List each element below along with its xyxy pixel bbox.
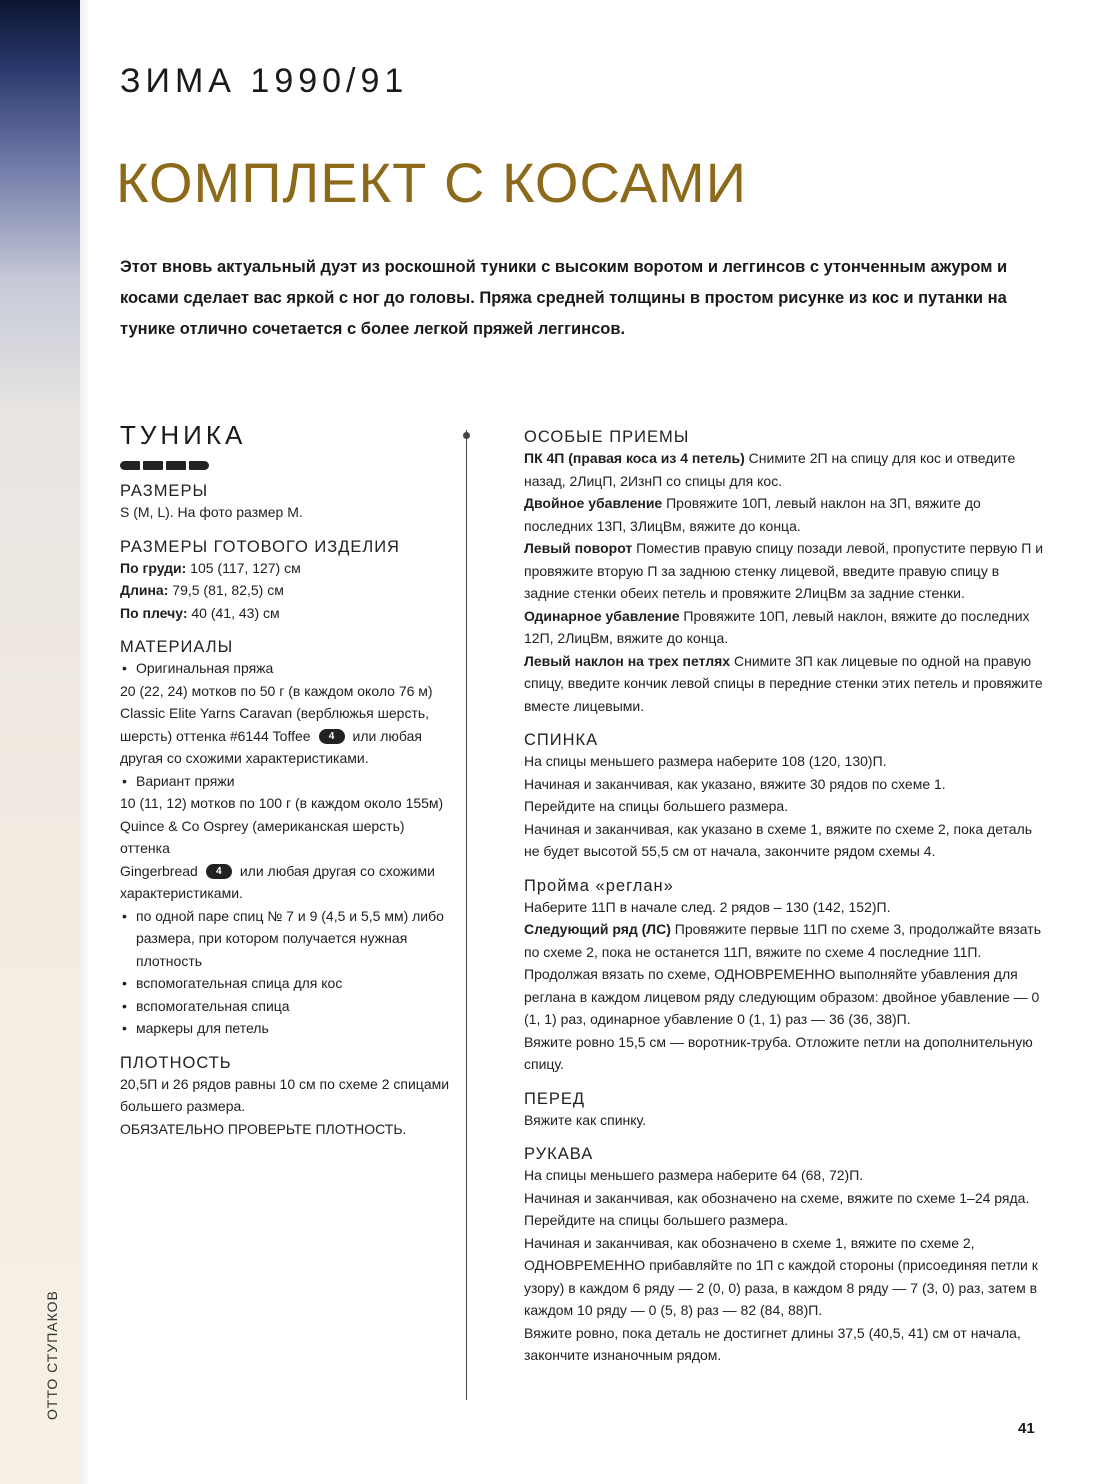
page-title: КОМПЛЕКТ С КОСАМИ	[116, 151, 747, 214]
technique-label: Одинарное убавление	[524, 607, 680, 624]
strip-fade	[80, 0, 90, 1484]
gauge-heading: ПЛОТНОСТЬ	[120, 1053, 232, 1072]
back-line: Начиная и заканчивая, как указано в схеме 1, вяжите по схеме 2, пока деталь не будет высотой 55,5 см от начала, закончите рядом схемы 4.	[524, 820, 1033, 859]
alt-yarn-line	[120, 860, 450, 883]
season-label: ЗИМА 1990/91	[120, 62, 409, 100]
page-number: 41	[1018, 1420, 1035, 1437]
raglan-next-row	[524, 918, 1044, 963]
cable-needle-item: • вспомогательная спица для кос	[120, 972, 450, 995]
technique-text: Провяжите 10П, левый наклон на 3П, вяжите до последних 13П, 3ЛицВм, вяжите до конца.	[524, 495, 981, 534]
right-column	[524, 428, 1044, 1381]
orig-yarn-text: или любая	[352, 727, 422, 744]
left-column	[120, 420, 450, 1154]
aux-needle-item: • вспомогательная спица	[120, 995, 450, 1018]
sizes-section	[120, 482, 450, 524]
intro-paragraph: Этот вновь актуальный дуэт из роскошной туники с высоким воротом и леггинсов с утонченным ажуром и косами сделает вас яркой с ног до головы. Пряжа средней толщины в простом рисунке из кос и путанки на тунике отлично сочетается с более легкой пряжей леггинсов.	[120, 258, 1008, 338]
chest-label: По груди:	[120, 559, 187, 576]
technique-label: Левый наклон на трех петлях	[524, 652, 731, 669]
next-row-label: Следующий ряд (ЛС)	[524, 921, 671, 937]
technique-label: Левый поворот	[524, 540, 633, 556]
shoulder-line	[120, 602, 450, 625]
raglan-line: Продолжая вязать по схеме, ОДНОВРЕМЕННО выполняйте убавления для реглана в каждом лицевом ряду следующим образом: двойное убавление — 0 (1, 1) раз, одинарное убавление 0 (1, 1) раз — 36 (36, 38)П.	[524, 966, 1040, 1027]
orig-yarn-line: 20 (22, 24) мотков по 50 г (в каждом около 76 м)	[120, 682, 433, 699]
yarn-weight-icon: 4	[206, 864, 232, 879]
raglan-heading: Пройма «реглан»	[524, 876, 674, 895]
length-line	[120, 579, 450, 602]
markers-item: • маркеры для петель	[120, 1017, 450, 1040]
alt-yarn-text: Gingerbread	[120, 862, 198, 879]
alt-yarn-bullet: • Вариант пряжи	[120, 770, 450, 793]
technique-text: Поместив правую спицу позади левой, пропустите первую П и провяжите вторую П за заднюю стенку лицевой, введите правую спицу в задние стенки обеих петель и провяжите 2ЛицВм за задние стенки.	[524, 540, 1044, 601]
back-section	[524, 731, 1044, 863]
technique-left-slant	[524, 650, 1044, 718]
back-line: Начиная и заканчивая, как указано, вяжите 30 рядов по схеме 1.	[524, 775, 946, 792]
sleeves-line: На спицы меньшего размера наберите 64 (68, 72)П.	[524, 1167, 864, 1183]
yarn-weight-icon: 4	[319, 729, 345, 744]
materials-heading: МАТЕРИАЛЫ	[120, 638, 234, 656]
shoulder-label: По плечу:	[120, 604, 188, 621]
sizes-heading: РАЗМЕРЫ	[120, 482, 209, 500]
alt-yarn-line: Quince & Co Osprey (американская шерсть) оттенка	[120, 817, 405, 856]
technique-double-dec	[524, 492, 1044, 537]
sizes-text: S (M, L). На фото размер M.	[120, 504, 303, 520]
chest-value: 105 (117, 127) см	[186, 559, 301, 576]
orig-yarn-line: другая со схожими характеристиками.	[120, 750, 369, 766]
raglan-line: Наберите 11П в начале след. 2 рядов – 130 (142, 152)П.	[524, 898, 891, 915]
technique-single-dec	[524, 605, 1044, 650]
photographer-credit: ОТТО СТУПАКОВ	[44, 1290, 60, 1420]
special-heading: ОСОБЫЕ ПРИЕМЫ	[524, 428, 690, 446]
gauge-section	[120, 1054, 450, 1141]
finished-heading: РАЗМЕРЫ ГОТОВОГО ИЗДЕЛИЯ	[120, 537, 400, 556]
skill-level-icon	[120, 461, 450, 470]
sleeves-section	[524, 1145, 1044, 1367]
alt-yarn-line: 10 (11, 12) мотков по 100 г (в каждом около 155м)	[120, 795, 444, 811]
needles-item: • по одной паре спиц № 7 и 9 (4,5 и 5,5 мм) либо размера, при котором получается нужная плотность	[120, 905, 450, 973]
raglan-line: Вяжите ровно 15,5 см — воротник-труба. Отложите петли на дополнительную спицу.	[524, 1033, 1033, 1072]
front-text: Вяжите как спинку.	[524, 1111, 647, 1128]
sleeves-line: Вяжите ровно, пока деталь не достигнет длины 37,5 (40,5, 41) см от начала, закончите изнаночным рядом.	[524, 1324, 1021, 1363]
back-line: На спицы меньшего размера наберите 108 (120, 130)П.	[524, 753, 887, 769]
gauge-check: ОБЯЗАТЕЛЬНО ПРОВЕРЬТЕ ПЛОТНОСТЬ.	[120, 1120, 407, 1137]
next-row-text: Провяжите первые 11П по схеме 3, продолжайте вязать по схеме 2, пока не останется 11П, вяжите по схеме 4 последние 11П.	[524, 921, 1041, 960]
technique-label: ПК 4П (правая коса из 4 петель)	[524, 450, 745, 466]
back-heading: СПИНКА	[524, 731, 599, 749]
alt-yarn-line: характеристиками.	[120, 885, 243, 901]
front-heading: ПЕРЕД	[524, 1089, 586, 1108]
length-value: 79,5 (81, 82,5) см	[168, 582, 284, 598]
back-line: Перейдите на спицы большего размера.	[524, 798, 789, 814]
orig-yarn-text: шерсть) оттенка #6144 Toffee	[120, 727, 311, 744]
technique-label: Двойное убавление	[524, 495, 663, 511]
orig-yarn-line: Classic Elite Yarns Caravan (верблюжья шерсть,	[120, 705, 430, 721]
chest-line	[120, 557, 450, 580]
orig-yarn-line	[120, 725, 450, 748]
orig-yarn-bullet: • Оригинальная пряжа	[120, 657, 450, 680]
alt-yarn-text: или любая другая со схожими	[239, 862, 435, 879]
sleeves-line: Перейдите на спицы большего размера.	[524, 1212, 789, 1228]
divider-dot	[463, 432, 470, 439]
sleeves-line: Начиная и заканчивая, как обозначено на схеме, вяжите по схеме 1–24 ряда.	[524, 1189, 1030, 1206]
technique-pk4	[524, 447, 1044, 492]
materials-section	[120, 638, 450, 1040]
tunic-heading: ТУНИКА	[120, 420, 247, 450]
technique-text: Снимите 3П как лицевые по одной на правую спицу, введите кончик левой спицы в передние стенки этих петель и провяжите вместе лицевыми.	[524, 652, 1043, 714]
length-label: Длина:	[120, 582, 169, 598]
raglan-section	[524, 877, 1044, 1076]
gauge-text: 20,5П и 26 рядов равны 10 см по схеме 2 спицами большего размера.	[120, 1075, 450, 1114]
sleeves-heading: РУКАВА	[524, 1145, 594, 1163]
left-photo-strip	[0, 0, 80, 1484]
technique-text: Снимите 2П на спицу для кос и отведите назад, 2ЛицП, 2ИзнП со спицы для кос.	[524, 450, 1016, 489]
shoulder-value: 40 (41, 43) см	[187, 604, 280, 621]
technique-left-turn	[524, 537, 1044, 605]
technique-text: Провяжите 10П, левый наклон, вяжите до последних 12П, 2ЛицВм, вяжите до конца.	[524, 607, 1030, 646]
front-section	[524, 1090, 1044, 1132]
finished-measurements	[120, 538, 450, 625]
special-techniques	[524, 428, 1044, 717]
sleeves-line: Начиная и заканчивая, как обозначено в схеме 1, вяжите по схеме 2, ОДНОВРЕМЕННО прибавляйте по 1П с каждой стороны (присоединяя петли к узору) в каждом 6 ряду — 2 (0, 0) раза, в каждом 8 ряду — 7 (3, 0) раз, затем в каждом 10 ряду — 0 (5, 8) раз — 82 (84, 88)П.	[524, 1234, 1038, 1318]
column-divider	[466, 430, 467, 1400]
